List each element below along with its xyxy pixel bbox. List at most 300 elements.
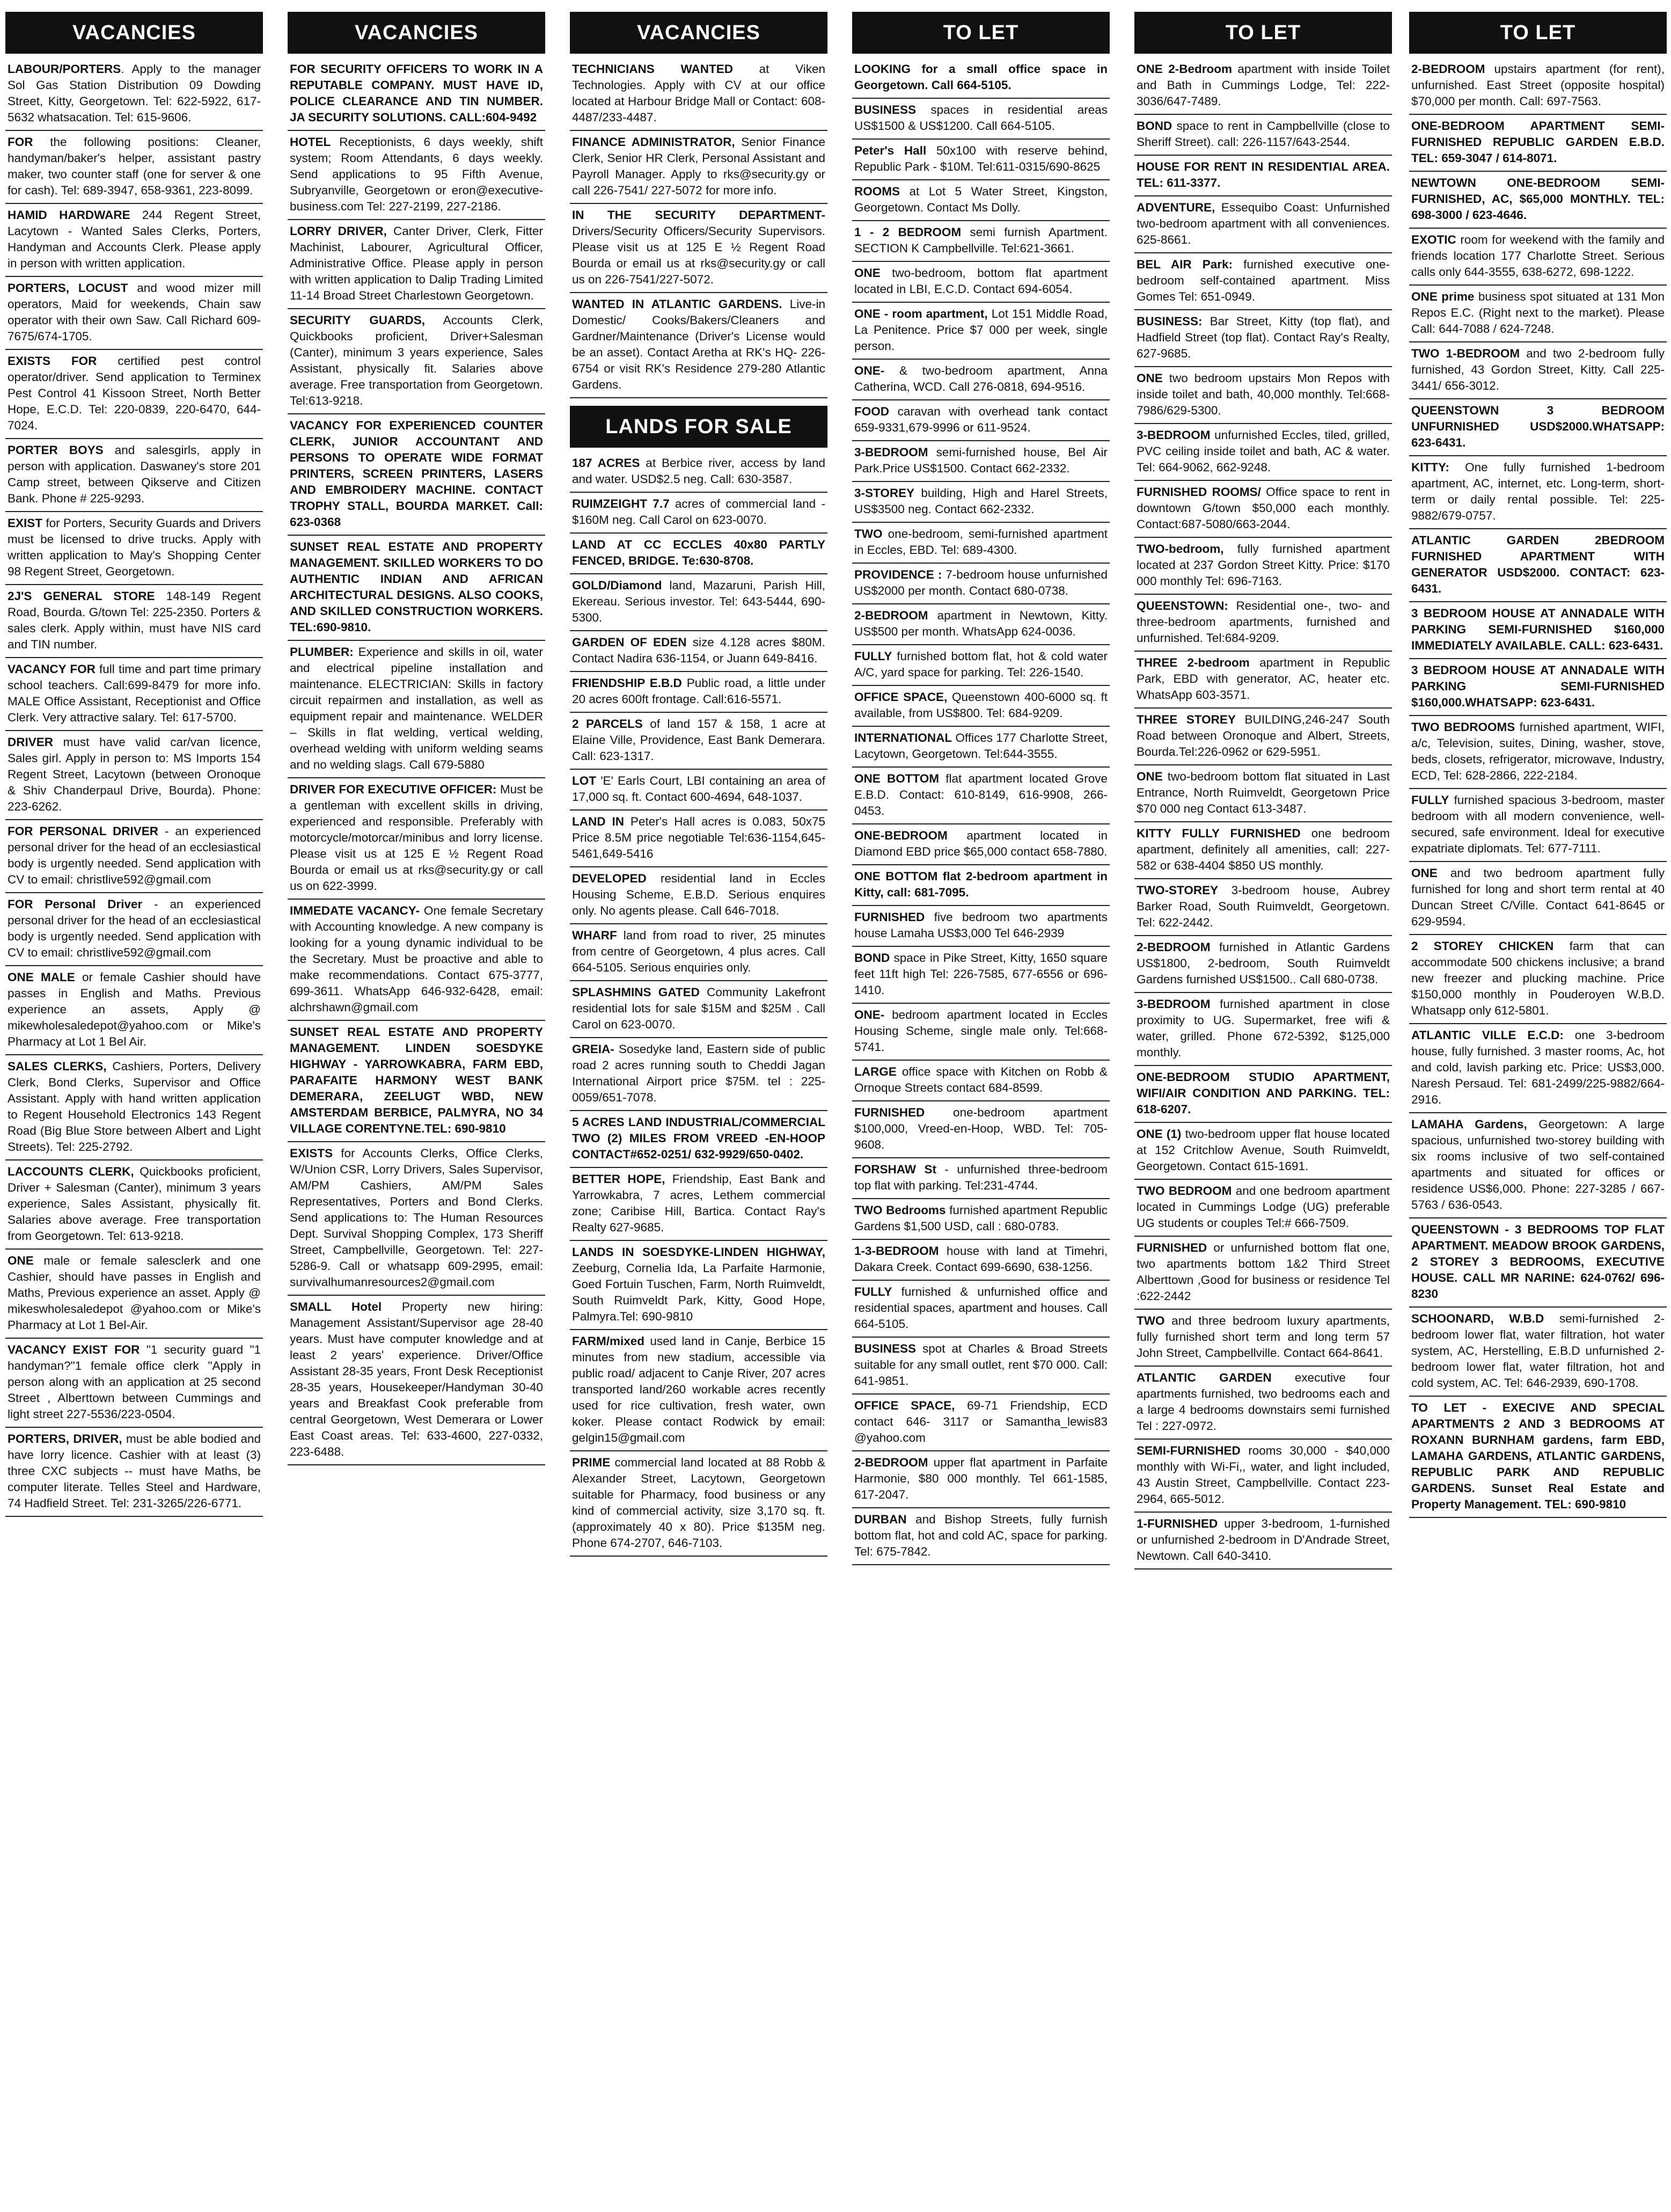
ad-body: Offices 177 Charlotte Street, Lacytown, Georgetown. Tel:644-3555.	[854, 731, 1108, 761]
section-header: TO LET	[852, 12, 1110, 54]
classified-ad	[570, 981, 827, 1038]
classified-ad	[570, 811, 827, 867]
ad-lead: TWO-STOREY	[1137, 884, 1219, 897]
ad-lead: 1 - 2 BEDROOM	[854, 225, 962, 239]
ad-body: 'E' Earls Court, LBI containing an area of 17,000 sq. ft. Contact 600-4694, 648-1037.	[572, 774, 825, 804]
ad-lead: TWO	[1137, 1314, 1165, 1327]
ad-lead: FULLY	[854, 1285, 892, 1298]
ad-body: Canter Driver, Clerk, Fitter Machinist, Labourer, Agricultural Officer, Administrative Office. Please apply in person with written application to Dalip Trading Limited 11-14 Broad Street Charlestown Georgetown.	[290, 224, 543, 302]
ad-lead: ONE	[8, 1254, 34, 1267]
ad-lead: WANTED IN ATLANTIC GARDENS.	[572, 297, 782, 311]
classified-ad	[1409, 862, 1667, 935]
classified-ad	[1134, 58, 1392, 115]
classified-ad	[852, 482, 1110, 523]
ad-body: at Viken Technologies. Apply with CV at our office located at Harbour Bridge Mall or Contact: 608-4487/233-4487.	[572, 62, 825, 124]
classified-ad	[1409, 456, 1667, 529]
classified-ad	[1134, 765, 1392, 822]
classified-ad	[1409, 602, 1667, 659]
ad-lead: EXISTS FOR	[8, 354, 97, 368]
ad-lead: ONE (1)	[1137, 1127, 1182, 1141]
classified-ad	[1134, 481, 1392, 538]
ad-body: . Apply to the manager Sol Gas Station Distribution 09 Dowding Street, Kitty, Georgetown. Tel: 622-5922, 617-5632 whatsacation. Tel: 615-9606.	[8, 62, 261, 124]
classified-ad	[5, 1339, 263, 1428]
ad-lead: 3-STOREY	[854, 486, 915, 500]
classified-ad	[852, 1395, 1110, 1451]
ad-body: one bedroom apartment, definitely all amenities, call: 227-582 or 638-4404 $850 US monthly.	[1137, 827, 1390, 872]
ad-body: and one bedroom apartment located in Cummings Lodge (UG) preferable UG students or couples Tel:# 666-7509.	[1137, 1184, 1390, 1230]
classified-ad	[852, 906, 1110, 947]
classified-ad	[288, 131, 545, 220]
classified-ad	[570, 672, 827, 713]
ad-lead: IN THE SECURITY DEPARTMENT-	[572, 208, 825, 222]
ad-body: semi furnish Apartment. SECTION K Campbellville. Tel:621-3661.	[854, 225, 1108, 255]
ad-lead: 2-BEDROOM	[1137, 940, 1211, 954]
ad-lead: ONE-	[854, 1008, 885, 1021]
ad-body: residential land in Eccles Housing Scheme, E.B.D. Serious enquires only. No agents please. Call 646-7018.	[572, 872, 825, 917]
ad-body: for Porters, Security Guards and Drivers must be licensed to drive trucks. Apply with written application to May's Shopping Center 98 Regent Street, Georgetown.	[8, 516, 261, 578]
ad-lead: DEVELOPED	[572, 872, 647, 885]
ad-lead: RUIMZEIGHT 7.7	[572, 497, 670, 510]
ad-lead: FURNISHED	[854, 910, 925, 924]
ad-body: Georgetown: A large spacious, unfurnished two-storey building with six rooms inclusive of two self-contained apartments and situated for offices or residence US$6,000. Phone: 227-3285 / 667-5763 / 636-0543.	[1411, 1118, 1665, 1211]
classified-ad	[5, 893, 263, 966]
classified-ad	[570, 924, 827, 981]
classified-ad	[570, 770, 827, 811]
ad-lead: TWO BEDROOM	[1137, 1184, 1232, 1198]
ad-lead: WHARF	[572, 929, 617, 942]
ad-body: furnished apartment, WIFI, a/c, Television, suites, Dining, washer, stove, beds, closets, refrigerator, microwave, Industry, ECD, Tel: 628-2866, 222-2184.	[1411, 720, 1665, 782]
classified-ad	[1134, 156, 1392, 196]
ad-body: - an experienced personal driver for the head of an ecclesiastical body is urgently needed. Send application with CV to email: christlive592@gmail.com	[8, 897, 261, 959]
classified-ad	[1409, 58, 1667, 115]
classified-ad	[570, 534, 827, 574]
classified-ad	[1134, 424, 1392, 481]
ad-body: office space with Kitchen on Robb & Ornoque Streets contact 684-8599.	[854, 1065, 1108, 1094]
ad-body: room for weekend with the family and friends location 177 Charlotte Street. Serious calls only 644-3555, 638-6272, 698-1222.	[1411, 233, 1665, 279]
ad-lead: FOOD	[854, 405, 889, 418]
ad-lead: INTERNATIONAL	[854, 731, 952, 744]
classified-ad	[1409, 115, 1667, 172]
ad-lead: TWO Bedrooms	[854, 1203, 946, 1217]
classified-ad	[852, 400, 1110, 441]
ad-lead: VACANCY FOR	[8, 662, 96, 676]
classified-ad	[852, 441, 1110, 482]
ad-lead: FARM/mixed	[572, 1334, 645, 1348]
classified-ad	[5, 204, 263, 277]
ad-body: and three bedroom luxury apartments, fully furnished short term and long term 57 John Street, Campbellville. Contact 664-8641.	[1137, 1314, 1390, 1360]
ad-body: for Accounts Clerks, Office Clerks, W/Union CSR, Lorry Drivers, Sales Supervisor, AM/PM Cashiers, AM/PM Sales Representatives, Porters and Bond Clerks. Send applications to: The Human Resources Dept. Survival Shopping Complex, 173 Sheriff Street, Campbellville, Georgetown. Tel: 227-5286-9. Call or whatsapp 609-2995, email: survivalhumanresources2@gmail.com	[290, 1147, 543, 1289]
classified-ad	[852, 564, 1110, 604]
ad-lead: VACANCY EXIST FOR	[8, 1343, 140, 1356]
ad-lead: HAMID HARDWARE	[8, 208, 130, 222]
ad-lead: TWO-bedroom,	[1137, 542, 1224, 556]
section-header: VACANCIES	[570, 12, 827, 54]
ad-lead: PORTER BOYS	[8, 443, 104, 457]
ads-list	[852, 58, 1110, 1565]
section-header: TO LET	[1134, 12, 1392, 54]
ad-body: - an experienced personal driver for the head of an ecclesiastical body is urgently needed. Send application with CV to email: christlive592@gmail.com	[8, 824, 261, 886]
classified-ad	[5, 439, 263, 512]
ad-body: furnished apartment Republic Gardens $1,500 USD, call : 680-0783.	[854, 1203, 1108, 1233]
classified-ad	[288, 414, 545, 536]
ad-body: male or female salesclerk and one Cashier, should have passes in English and Maths, Previous experience an asset. Apply @ mikeswholesaledepot @yahoo.com or Mike's Pharmacy at Lot 1 Bel-Air.	[8, 1254, 261, 1332]
ad-lead: Peter's Hall	[854, 144, 927, 157]
ad-body: farm that can accommodate 500 chickens inclusive; a brand new freezer and plucking machine. Price $150,000 monthly in Pouderoyen W.B.D. Whatsapp only 612-5801.	[1411, 939, 1665, 1017]
ad-lead: DURBAN	[854, 1513, 907, 1526]
ad-body: used land in Canje, Berbice 15 minutes from new stadium, accessible via public road/ adjacent to Canje River, 207 acres transported land/260 workable acres recently used for rice cultivation, fresh water, own koker. Please contact Rodwick by email: gelgin15@gmail.com	[572, 1334, 825, 1444]
ad-lead: THREE STOREY	[1137, 713, 1236, 726]
ad-lead: QUEENSTOWN 3 BEDROOM UNFURNISHED USD$2000.WHATSAPP: 623-6431.	[1411, 404, 1665, 449]
classified-ad	[1409, 1218, 1667, 1308]
ad-body: Bar Street, Kitty (top flat), and Hadfield Street (top flat). Contact Ray's Realty, 627-9685.	[1137, 315, 1390, 360]
ad-lead: SUNSET REAL ESTATE AND PROPERTY MANAGEMENT. SKILLED WORKERS TO DO AUTHENTIC INDIAN AND AFRICAN ARCHITECTURAL DESIGNS. ALSO COOKS, AND SKILLED CONSTRUCTION WORKERS. TEL:690-9810.	[290, 540, 543, 634]
ad-body: apartment in Republic Park, EBD with generator, AC, heater etc. WhatsApp 603-3571.	[1137, 656, 1390, 702]
ad-lead: 2 STOREY CHICKEN	[1411, 939, 1554, 953]
ad-lead: VACANCY FOR EXPERIENCED COUNTER CLERK, JUNIOR ACCOUNTANT AND PERSONS TO OPERATE WIDE FORMAT PRINTERS, SCREEN PRINTERS, LASERS AND EMBROIDERY MACHINE. CONTACT TROPHY STALL, BOURDA MARKET. Call: 623-0368	[290, 419, 543, 529]
classified-ad	[570, 1038, 827, 1111]
column-vacancies-1	[5, 12, 263, 2207]
ad-lead: PRIME	[572, 1456, 611, 1469]
ad-body: one 3-bedroom house, fully furnished. 3 master rooms, Ac, hot and cold, lavish parking etc. Price: US$3,000. Naresh Persaud. Tel: 681-2499/225-9882/664-2916.	[1411, 1028, 1665, 1106]
ad-body: & two-bedroom apartment, Anna Catherina, WCD. Call 276-0818, 694-9516.	[854, 364, 1108, 393]
ad-lead: PORTERS, DRIVER,	[8, 1432, 122, 1446]
ad-body: two-bedroom bottom flat situated in Last Entrance, North Ruimveldt, Georgetown Price $70 000 neg Contact 613-3487.	[1137, 770, 1390, 815]
ad-lead: KITTY:	[1411, 461, 1449, 474]
ad-lead: HOUSE FOR RENT IN RESIDENTIAL AREA. TEL: 611-3377.	[1137, 160, 1390, 189]
ad-body: Receptionists, 6 days weekly, shift system; Room Attendants, 6 days weekly. Send applications to 95 Fifth Avenue, Subryanville, Georgetown or eron@executive-business.com Tel: 227-2199, 227-2186.	[290, 135, 543, 213]
classified-ad	[1409, 399, 1667, 456]
classified-ad	[1409, 1397, 1667, 1518]
classified-ad	[5, 1250, 263, 1339]
ad-lead: FULLY	[854, 649, 892, 663]
ad-body: apartment located in Diamond EBD price $65,000 contact 658-7880.	[854, 829, 1108, 858]
classified-ad	[5, 1428, 263, 1517]
classified-ad	[288, 1142, 545, 1296]
ad-body: furnished executive one-bedroom self-contained apartment. Miss Gomes Tel: 651-0949.	[1137, 258, 1390, 303]
ads-list	[570, 58, 827, 398]
classified-ad	[1134, 1367, 1392, 1440]
ad-body: Office space to rent in downtown G/town $50,000 each monthly. Contact:687-5080/663-2044.	[1137, 485, 1390, 531]
ad-lead: 1-FURNISHED	[1137, 1517, 1218, 1530]
ad-body: Peter's Hall acres is 0.083, 50x75 Price 8.5M price negotiable Tel:636-1154,645-5461,649-5416	[572, 815, 825, 860]
classified-ad	[5, 820, 263, 893]
classified-ad	[1134, 1123, 1392, 1180]
classified-ad	[570, 1168, 827, 1241]
ad-lead: FURNISHED	[1137, 1241, 1207, 1254]
ad-body: at Berbice river, access by land and water. USD$2.5 neg. Call: 630-3587.	[572, 456, 826, 486]
ad-lead: 2-BEDROOM	[1411, 62, 1485, 76]
ad-body: apartment in Newtown, Kitty. US$500 per month. WhatsApp 624-0036.	[854, 609, 1108, 638]
ad-body: spot at Charles & Broad Streets suitable for any small outlet, rent $70 000. Call: 641-9851.	[854, 1342, 1108, 1388]
ad-body: at Lot 5 Water Street, Kingston, Georgetown. Contact Ms Dolly.	[854, 185, 1108, 214]
classified-ad	[5, 277, 263, 350]
ad-body: two bedroom upstairs Mon Repos with inside toilet and bath, 40,000 monthly. Tel:668-7986/629-5300.	[1137, 371, 1390, 417]
classified-ad	[852, 1004, 1110, 1061]
ad-body: Live-in Domestic/ Cooks/Bakers/Cleaners and Gardner/Maintenance (Driver's License would be an asset). Contact Aretha at RK's HQ- 226-6754 or visit RK's Residence 279-280 Atlantic Gardens.	[572, 297, 825, 391]
ad-lead: BEL AIR Park:	[1137, 258, 1233, 271]
classified-ad	[288, 641, 545, 778]
classified-ad	[852, 768, 1110, 824]
ad-lead: 5 ACRES LAND INDUSTRIAL/COMMERCIAL TWO (2) MILES FROM VREED -EN-HOOP CONTACT#652-0251/ 632-9929/650-0402.	[572, 1115, 825, 1161]
ad-body: Quickbooks proficient, Driver + Salesman (Canter), minimum 3 years experience, Sales Assistant, physically fit. Salaries above average. Free transportation from Georgetown. Tel: 613-9218.	[8, 1165, 261, 1243]
ad-lead: GARDEN OF EDEN	[572, 636, 687, 649]
ad-body: must be able bodied and have lorry licence. Cashier with at least (3) three CXC subjects -- must have Maths, be computer literate. Telles Steel and Hardware, 74 Hadfield Street. Tel: 231-3265/226-6771.	[8, 1432, 261, 1510]
ad-lead: TO LET - EXECIVE AND SPECIAL APARTMENTS 2 AND 3 BEDROOMS AT ROXANN BURNHAM gardens, farm EBD, LAMAHA GARDENS, ATLANTIC GARDENS, REPUBLIC PARK AND REPUBLIC GARDENS. Sunset Real Estate and Property Management. TEL: 690-9810	[1411, 1401, 1665, 1511]
classified-ad	[852, 824, 1110, 865]
ad-lead: ONE BOTTOM	[854, 772, 940, 785]
ad-lead: BOND	[1137, 119, 1172, 133]
classified-ad	[5, 350, 263, 439]
classified-ad	[5, 58, 263, 131]
ad-body: Essequibo Coast: Unfurnished two-bedroom apartment with all conveniences. 625-8661.	[1137, 201, 1390, 246]
ad-lead: EXIST	[8, 516, 43, 530]
ad-lead: FOR PERSONAL DRIVER	[8, 824, 159, 838]
classified-ad	[5, 731, 263, 820]
ad-lead: ONE	[1411, 866, 1438, 880]
classified-ad	[570, 713, 827, 770]
ad-lead: LAMAHA Gardens,	[1411, 1118, 1527, 1131]
ad-lead: FINANCE ADMINISTRATOR,	[572, 135, 735, 149]
ad-lead: ROOMS	[854, 185, 900, 198]
ad-lead: ONE-BEDROOM APARTMENT SEMI-FURNISHED REPUBLIC GARDEN E.B.D. TEL: 659-3047 / 614-8071.	[1411, 119, 1665, 165]
classified-ad	[852, 865, 1110, 906]
ad-body: Public road, a little under 20 acres 600ft frontage. Call:616-5571.	[572, 676, 825, 706]
ad-lead: LACCOUNTS CLERK,	[8, 1165, 134, 1178]
ad-lead: FURNISHED ROOMS/	[1137, 485, 1261, 499]
classified-ad	[570, 58, 827, 131]
ad-lead: 187 ACRES	[572, 456, 640, 470]
ad-body: and two 2-bedroom fully furnished, 43 Gordon Street, Kitty. Call 225- 3441/ 656-3012.	[1411, 347, 1665, 392]
ad-body: Zeeburg, Cornelia Ida, La Parfaite Harmonie, Goed Fortuin Tuschen, Farm, North Ruimveldt, South Ruimveldt Park, Kitty, Good Hope, Palmyra.Tel: 690-9810	[572, 1261, 825, 1323]
ad-lead: ONE - room apartment,	[854, 307, 988, 320]
classified-ad	[288, 1021, 545, 1142]
classified-ad	[852, 360, 1110, 400]
ad-body: upstairs apartment (for rent), unfurnished. East Street (opposite hospital) $70,000 per month. Call: 697-7563.	[1411, 62, 1665, 108]
ad-lead: GOLD/Diamond	[572, 579, 662, 592]
classified-ad	[570, 293, 827, 398]
ad-body: five bedroom two apartments house Lamaha US$3,000 Tel 646-2939	[854, 910, 1108, 940]
ad-lead: BUSINESS	[854, 1342, 917, 1355]
ad-body: unfurnished Eccles, tiled, grilled, PVC ceiling inside toilet and bath, AC & water. Tel: 664-9062, 662-9248.	[1137, 428, 1390, 474]
ad-body: 7-bedroom house unfurnished US$2000 per month. Contact 680-0738.	[854, 568, 1108, 597]
classified-ad	[1134, 993, 1392, 1066]
section-header: VACANCIES	[5, 12, 263, 54]
ad-body: rooms 30,000 - $40,000 monthly with Wi-Fi,, water, and light included, 43 Austin Street, Campbellville. Contact 223-2964, 665-5012.	[1137, 1444, 1390, 1506]
ad-lead: SALES CLERKS,	[8, 1060, 107, 1073]
classified-ad	[852, 1508, 1110, 1565]
ad-body: Residential one-, two- and three-bedroom apartments, furnished and unfurnished. Tel:684-9209.	[1137, 599, 1390, 645]
classified-ad	[1409, 659, 1667, 716]
classified-ad	[288, 220, 545, 309]
ad-body: and Bishop Streets, fully furnish bottom flat, hot and cold AC, space for parking. Tel: 675-7842.	[854, 1513, 1108, 1558]
classified-ad	[1134, 1440, 1392, 1513]
ad-lead: ATLANTIC GARDEN	[1137, 1371, 1272, 1384]
ad-body: upper 3-bedroom, 1-furnished or unfurnished 2-bedroom in D'Andrade Street, Newtown. Call 640-3410.	[1137, 1517, 1390, 1563]
classified-ad	[1134, 367, 1392, 424]
ad-body: or female Cashier should have passes in English and Maths. Previous experience an assets, Apply @ mikewholesaledepot@yahoo.com or Mike's Pharmacy at Lot 1 Bel Air.	[8, 970, 261, 1048]
classified-ad	[1409, 1024, 1667, 1113]
classified-ad	[852, 1240, 1110, 1281]
ad-lead: 2-BEDROOM	[854, 609, 928, 622]
ad-lead: EXISTS	[290, 1147, 333, 1160]
ad-lead: KITTY FULLY FURNISHED	[1137, 827, 1301, 840]
classified-ad	[852, 262, 1110, 303]
ad-lead: HOTEL	[290, 135, 331, 149]
ad-lead: TWO BEDROOMS	[1411, 720, 1515, 734]
ad-body: 69-71 Friendship, ECD contact 646- 3117 or Samantha_lewis83 @yahoo.com	[854, 1399, 1108, 1444]
ad-lead: TECHNICIANS WANTED	[572, 62, 733, 76]
section-header: LANDS FOR SALE	[570, 406, 827, 448]
ad-body: 148-149 Regent Road, Bourda. G/town Tel: 225-2350. Porters & sales clerk. Apply within, must have NIS card and TIN number.	[8, 589, 261, 651]
classified-ad	[1409, 286, 1667, 342]
ad-lead: PLUMBER:	[290, 645, 354, 659]
classified-ad	[852, 1338, 1110, 1395]
classified-ad	[5, 585, 263, 658]
ad-body: must have valid car/van licence, Sales girl. Apply in person to: MS Imports 154 Regent Street, Lacytown (between Oronoque & Shiv Chanderpaul Drive, Bourda). Phone: 223-6262.	[8, 735, 261, 813]
ad-lead: LORRY DRIVER,	[290, 224, 387, 238]
classified-ad	[852, 947, 1110, 1004]
ad-body: building, High and Harel Streets, US$3500 neg. Contact 662-2332.	[854, 486, 1108, 516]
classified-ad	[852, 1061, 1110, 1101]
ad-body: Experience and skills in oil, water and electrical pipeline installation and maintenance. ELECTRICIAN: Skills in factory circuit repairmen and installation, as well as equipment repair and maintenance. WELDER – Skills in flat welding, vertical welding, overhead welding with uniform welding seams and no welding slags. Call 679-5880	[290, 645, 543, 771]
classified-ad	[852, 645, 1110, 686]
ad-lead: 2 PARCELS	[572, 717, 643, 731]
classified-ad	[570, 1111, 827, 1168]
classified-ad	[1134, 115, 1392, 156]
ad-body: and salesgirls, apply in person with application. Daswaney's store 201 Camp street, between Qikserve and Citizen Bank. Phone # 225-9293.	[8, 443, 261, 505]
classified-ad	[1134, 936, 1392, 993]
ad-lead: SMALL Hotel	[290, 1300, 382, 1313]
classified-ad	[1409, 1113, 1667, 1218]
ad-body: commercial land located at 88 Robb & Alexander Street, Lacytown, Georgetown suitable for Pharmacy, food business or any kind of commercial activity, size 3,170 sq. ft. (approximately 40 x 80). Price $135M neg. Phone 674-2707, 646-7103.	[572, 1456, 825, 1550]
ad-body: Sosedyke land, Eastern side of public road 2 acres running south to Cheddi Jagan International Airport price $75M. tel : 225-0059/651-7078.	[572, 1042, 825, 1104]
ad-body: 3-bedroom house, Aubrey Barker Road, South Ruimveldt, Georgetown. Tel: 622-2442.	[1137, 884, 1390, 929]
ad-body: full time and part time primary school teachers. Call:699-8479 for more info. MALE Office Assistant, Receptionist and Office Clerk. Very attractive salary. Tel: 617-5700.	[8, 662, 261, 724]
column-to-let-3	[1409, 12, 1667, 2207]
ad-lead: ATLANTIC VILLE E.C.D:	[1411, 1028, 1564, 1042]
classified-ad	[1409, 716, 1667, 789]
ad-body: Drivers/Security Officers/Security Supervisors. Please visit us at 125 E ½ Regent Road Bourda or email us at rks@security.gy or call us on 226-7541/227-5072.	[572, 224, 825, 286]
ad-lead: FRIENDSHIP E.B.D	[572, 676, 682, 690]
ad-lead: LAND IN	[572, 815, 624, 828]
column-vacancies-2	[288, 12, 545, 2207]
ad-body: bedroom apartment located in Eccles Housing Scheme, single male only. Tel:668-5741.	[854, 1008, 1108, 1054]
ad-lead: LABOUR/PORTERS	[8, 62, 121, 76]
classified-ad	[5, 512, 263, 585]
ad-lead: BOND	[854, 951, 890, 965]
ad-lead: QUEENSTOWN:	[1137, 599, 1228, 612]
ad-body: semi-furnished house, Bel Air Park.Price US$1500. Contact 662-2332.	[854, 446, 1108, 475]
ad-body: one-bedroom apartment $100,000, Vreed-en-Hoop, WBD. Tel: 705-9608.	[854, 1106, 1108, 1151]
classified-ad	[852, 303, 1110, 360]
ad-lead: BUSINESS	[854, 103, 917, 116]
ad-body: One female Secretary with Accounting knowledge. A new company is looking for a young dynamic individual to be the Secretary. Must be proactive and able to make recommendations. Contact 675-3777, 699-3611. WhatsApp 646-932-6428, email: alchrshawn@gmail.com	[290, 904, 543, 1014]
classified-ad	[288, 536, 545, 641]
ad-lead: BETTER HOPE,	[572, 1172, 665, 1186]
classified-ad	[1134, 595, 1392, 652]
classified-ad	[1134, 1310, 1392, 1367]
ad-body: 50x100 with reserve behind, Republic Park - $10M. Tel:611-0315/690-8625	[854, 144, 1108, 173]
ads-list	[1134, 58, 1392, 1569]
ad-lead: SECURITY GUARDS,	[290, 313, 426, 327]
ad-lead: PORTERS, LOCUST	[8, 281, 128, 295]
ads-list	[5, 58, 263, 1517]
classified-ad	[5, 1160, 263, 1250]
ad-lead: ONE prime	[1411, 290, 1475, 303]
classified-ad	[570, 867, 827, 924]
ad-lead: ONE 2-Bedroom	[1137, 62, 1232, 76]
ad-lead: 3 BEDROOM HOUSE AT ANNADALE WITH PARKING SEMI-FURNISHED $160,000 IMMEDIATELY AVAILABLE. CALL: 623-6431.	[1411, 607, 1665, 652]
ads-list	[1409, 58, 1667, 1518]
classified-ad	[288, 58, 545, 131]
ad-lead: PROVIDENCE :	[854, 568, 942, 581]
ad-body: furnished spacious 3-bedroom, master bedroom with all modern convenience, well-secured, safe environment. Ideal for executive expatriate diplomats. Tel: 677-7111.	[1411, 793, 1665, 855]
classified-ad	[852, 523, 1110, 564]
ad-body: space in Pike Street, Kitty, 1650 square feet 11ft high Tel: 226-7585, 677-6556 or 696-1410.	[854, 951, 1108, 997]
classified-ad	[1409, 789, 1667, 862]
classified-ad	[1134, 652, 1392, 709]
ads-list	[570, 452, 827, 1557]
ad-body: BUILDING,246-247 South Road between Oronoque and Albert, Streets, Bourda.Tel:226-0962 or 629-5951.	[1137, 713, 1390, 758]
ad-body: Lot 151 Middle Road, La Penitence. Price $7 000 per week, single person.	[854, 307, 1108, 353]
classified-ad	[570, 631, 827, 672]
column-to-let-1	[852, 12, 1110, 2207]
ad-body: Must be a gentleman with excellent skills in driving, experienced and responsible. Preferably with motorcycle/motorcar/minibus and lorry license. Please visit us at 125 E ½ Regent Road Bourda or email us at rks@security.gy or call us on 622-3999.	[290, 783, 543, 893]
classified-ad	[852, 221, 1110, 262]
ad-lead: SPLASHMINS GATED	[572, 985, 700, 999]
classified-ad	[5, 1055, 263, 1160]
ad-body: certified pest control operator/driver. Send application to Terminex Pest Control 41 Kissoon Street, North Better Hope, E.C.D. Tel: 220-0839, 220-6470, 644-7024.	[8, 354, 261, 432]
ad-lead: LAND AT CC ECCLES 40x80 PARTLY FENCED, BRIDGE. Te:630-8708.	[572, 538, 825, 567]
ad-body: executive four apartments furnished, two bedrooms each and a large 4 bedrooms downstairs semi furnished Tel : 227-0972.	[1137, 1371, 1390, 1433]
ad-lead: LANDS IN SOESDYKE-LINDEN HIGHWAY,	[572, 1245, 825, 1259]
classified-ad	[852, 1101, 1110, 1158]
ad-body: semi-furnished 2-bedroom lower flat, water filtration, hot water system, AC, Herstelling, E.B.D unfurnished 2-bedroom lower flat, water filtration, hot and cold system, AC. Tel: 646-2939, 690-1708.	[1411, 1312, 1665, 1390]
ad-body: furnished in Atlantic Gardens US$1800, 2-bedroom, South Ruimveldt Gardens furnished US$1500.. Call 680-0738.	[1137, 940, 1390, 986]
classified-ad	[5, 658, 263, 731]
classified-ad	[852, 686, 1110, 727]
ad-lead: SEMI-FURNISHED	[1137, 1444, 1241, 1457]
classified-ad	[1134, 196, 1392, 253]
ad-lead: FOR Personal Driver	[8, 897, 143, 911]
ad-lead: EXOTIC	[1411, 233, 1456, 246]
ad-body: two-bedroom, bottom flat apartment located in LBI, E.C.D. Contact 694-6054.	[854, 266, 1108, 296]
classified-ad	[1134, 253, 1392, 310]
ad-lead: LOOKING for a small office space in Georgetown. Call 664-5105.	[854, 62, 1108, 92]
ad-body: of land 157 & 158, 1 acre at Elaine Ville, Providence, East Bank Demerara. Call: 623-1317.	[572, 717, 825, 763]
ad-lead: FOR	[8, 135, 33, 149]
ad-lead: DRIVER	[8, 735, 54, 749]
classified-ad	[1409, 529, 1667, 602]
ad-lead: SUNSET REAL ESTATE AND PROPERTY MANAGEMENT. LINDEN SOESDYKE HIGHWAY - YARROWKABRA, FARM EBD, PARAFAITE HARMONY WEST BANK DEMERARA, ZEELUGT WBD, NEW AMSTERDAM BERBICE, PALMYRA, NO 34 VILLAGE CORENTYNE.TEL: 690-9810	[290, 1025, 543, 1135]
ad-lead: ONE-	[854, 364, 885, 377]
ad-body: acres of commercial land - $160M neg. Call Carol on 623-0070.	[572, 497, 825, 527]
ad-lead: FOR SECURITY OFFICERS TO WORK IN A REPUTABLE COMPANY. MUST HAVE ID, POLICE CLEARANCE AND TIN NUMBER. JA SECURITY SOLUTIONS. CALL:604-9492	[290, 62, 543, 124]
ad-body: upper flat apartment in Parfaite Harmonie, $80 000 monthly. Tel 661-1585, 617-2047.	[854, 1456, 1108, 1501]
ad-body: Accounts Clerk, Quickbooks proficient, Driver+Salesman (Canter), minimum 3 years experience, Sales Assistant, physically fit. Salaries above average. Free transportation from Georgetown. Tel:613-9218.	[290, 313, 543, 407]
ad-body: one-bedroom, semi-furnished apartment in Eccles, EBD. Tel: 689-4300.	[854, 527, 1108, 557]
ad-lead: LARGE	[854, 1065, 897, 1078]
classified-ad	[570, 1330, 827, 1451]
ad-body: Senior Finance Clerk, Senior HR Clerk, Personal Assistant and Payroll Manager. Apply to rks@security.gy or call 226-7541/ 227-5072 for more info.	[572, 135, 825, 197]
ads-list	[288, 58, 545, 1465]
ad-lead: ONE BOTTOM flat 2-bedroom apartment in Kitty, call: 681-7095.	[854, 870, 1108, 899]
column-to-let-2	[1134, 12, 1392, 2207]
classified-ad	[1134, 310, 1392, 367]
ad-lead: FURNISHED	[854, 1106, 925, 1119]
classified-ad	[852, 1158, 1110, 1199]
ad-lead: ONE	[854, 266, 881, 280]
